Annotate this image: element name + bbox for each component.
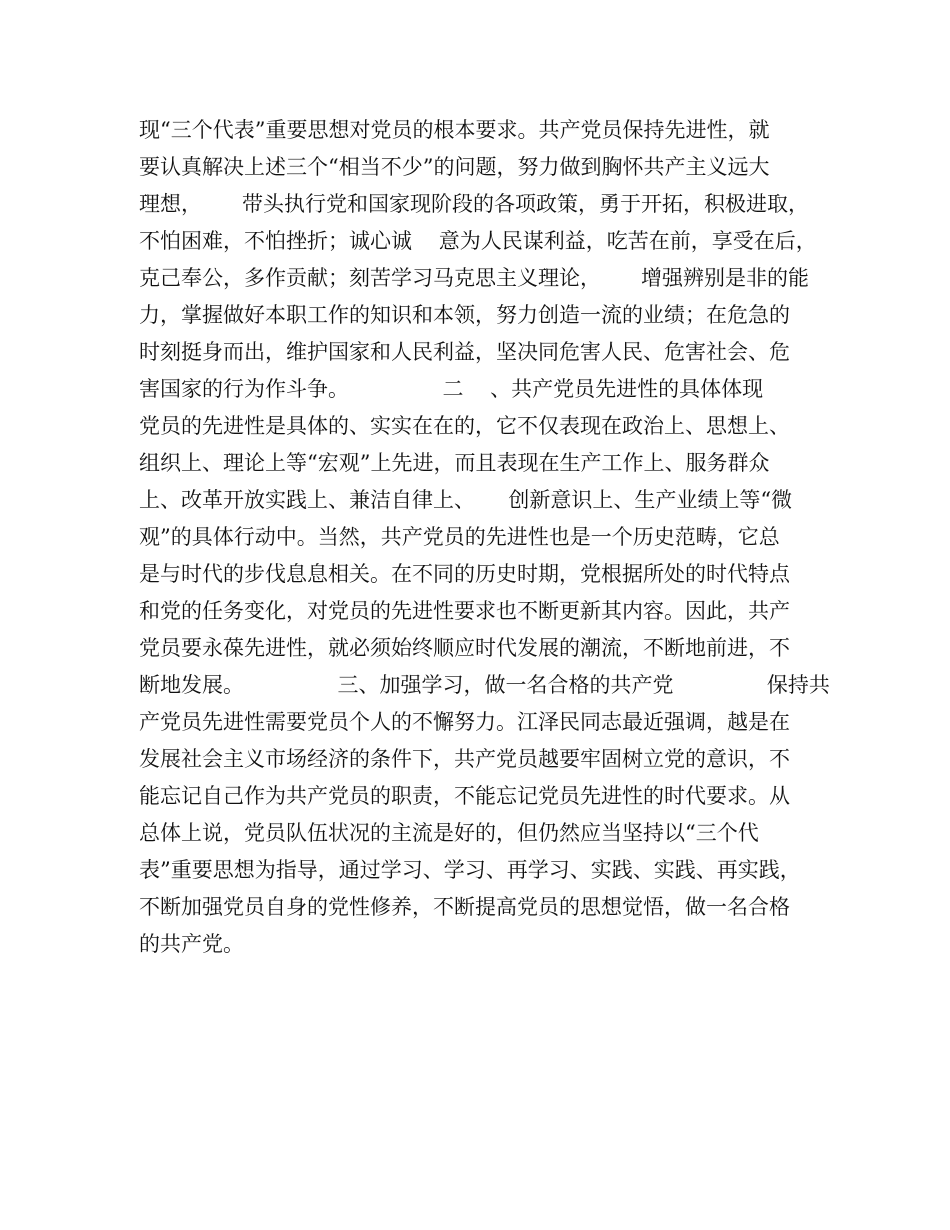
- text-line: 产党员先进性需要党员个人的不懈努力。江泽民同志最近强调，越是在: [139, 710, 790, 734]
- text-line: 组织上、理论上等“宏观”上先进，而且表现在生产工作上、服务群众: [139, 451, 770, 475]
- body-text: [139, 112, 839, 963]
- text-line: 和党的任务变化，对党员的先进性要求也不断更新其内容。因此，共产: [139, 599, 790, 623]
- text-line: 力，掌握做好本职工作的知识和本领，努力创造一流的业绩；在危急的: [139, 303, 790, 327]
- text-line: 党员的先进性是具体的、实实在在的，它不仅表现在政治上、思想上、: [139, 414, 790, 438]
- text-line: 现“三个代表”重要思想对党员的根本要求。共产党员保持先进性，就: [139, 118, 770, 142]
- text-line: 不怕困难，不怕挫折；诚心诚 意为人民谋利益，吃苦在前，享受在后，: [139, 229, 817, 253]
- text-line: 要认真解决上述三个“相当不少”的问题，努力做到胸怀共产主义远大: [139, 155, 770, 179]
- text-line: 党员要永葆先进性，就必须始终顺应时代发展的潮流，不断地前进，不: [139, 636, 790, 660]
- text-line: 理想， 带头执行党和国家现阶段的各项政策，勇于开拓，积极进取，: [139, 192, 810, 216]
- text-line: 断地发展。 三、加强学习，做一名合格的共产党 保持共: [139, 673, 830, 697]
- text-line: 总体上说，党员队伍状况的主流是好的，但仍然应当坚持以“三个代: [139, 821, 759, 845]
- text-line: 观”的具体行动中。当然，共产党员的先进性也是一个历史范畴，它总: [139, 525, 780, 549]
- text-line: 克己奉公，多作贡献；刻苦学习马克思主义理论， 增强辨别是非的能: [139, 266, 810, 290]
- text-line: 上、改革开放实践上、兼洁自律上、 创新意识上、生产业绩上等“微: [139, 488, 793, 512]
- text-line: 时刻挺身而出，维护国家和人民利益，坚决同危害人民、危害社会、危: [139, 340, 790, 364]
- text-line: 发展社会主义市场经济的条件下，共产党员越要牢固树立党的意识，不: [139, 747, 790, 771]
- text-line: 表”重要思想为指导，通过学习、学习、再学习、实践、实践、再实践，: [139, 858, 801, 882]
- text-line: 能忘记自己作为共产党员的职责，不能忘记党员先进性的时代要求。从: [139, 784, 790, 808]
- text-line: 不断加强党员自身的党性修养，不断提高党员的思想觉悟，做一名合格: [139, 895, 790, 919]
- text-line: 害国家的行为作斗争。 二 、共产党员先进性的具体体现: [139, 377, 764, 401]
- text-line: 的共产党。: [139, 932, 244, 956]
- text-line: 是与时代的步伐息息相关。在不同的历史时期，党根据所处的时代特点: [139, 562, 790, 586]
